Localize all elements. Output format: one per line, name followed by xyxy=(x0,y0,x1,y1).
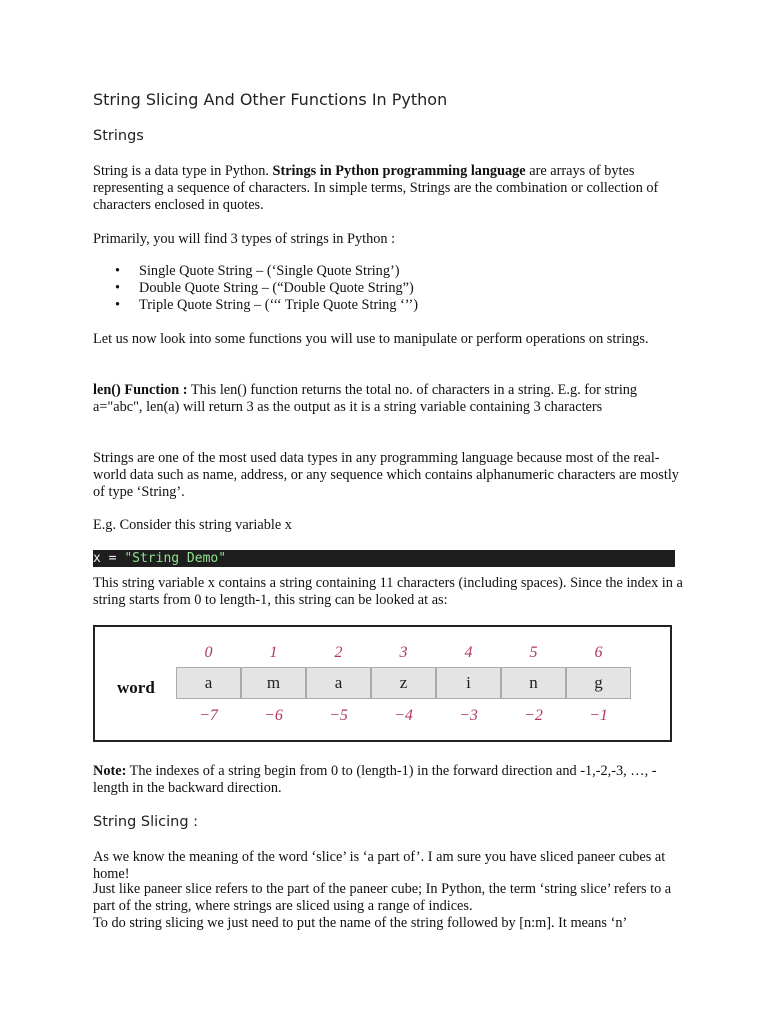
section-heading-strings: Strings xyxy=(93,128,144,144)
paragraph-strings-usage: Strings are one of the most used data types in any programming language because most of the real-world data such as name, address, or any sequence which contains alphanumeric characters are mostly of type ‘String’. xyxy=(93,450,679,500)
string-index-figure xyxy=(93,625,672,742)
positive-index: 6 xyxy=(594,644,603,661)
code-prefix: x = xyxy=(93,551,125,566)
paragraph-string-definition xyxy=(93,163,683,214)
positive-index: 1 xyxy=(269,644,278,661)
negative-index: −3 xyxy=(459,707,478,724)
char-cell: a xyxy=(176,667,241,699)
figure-word-label: word xyxy=(117,678,155,697)
negative-index: −5 xyxy=(329,707,348,724)
negative-index: −2 xyxy=(524,707,543,724)
paragraph-slice-syntax: To do string slicing we just need to put the name of the string followed by [n:m]. It means ‘n’ xyxy=(93,915,628,931)
paragraph-slice-explanation: Just like paneer slice refers to the part of the paneer cube; In Python, the term ‘string slice’ refers to a part of the string, where strings are sliced using a range of indices. xyxy=(93,881,672,914)
text-span: String is a data type in Python. xyxy=(93,163,273,179)
bold-span: Strings in Python programming language xyxy=(272,163,526,179)
bold-span: len() Function : xyxy=(93,382,188,398)
positive-index: 3 xyxy=(399,644,408,661)
paragraph-example-intro: E.g. Consider this string variable x xyxy=(93,517,292,533)
positive-index: 2 xyxy=(334,644,343,661)
section-heading-string-slicing: String Slicing : xyxy=(93,814,199,830)
code-string-literal: "String Demo" xyxy=(124,551,227,566)
positive-index: 0 xyxy=(204,644,213,661)
char-cell: m xyxy=(241,667,306,699)
text-span: The indexes of a string begin from 0 to (length-1) in the forward direction and -1,-2,-3, …, -length in the backward direction. xyxy=(93,763,657,796)
text-span: are arrays of bytes representing a sequence of characters. In simple terms, Strings are the combination or collection of characters enclosed in quotes. xyxy=(93,163,659,213)
char-cell: z xyxy=(371,667,436,699)
char-cell: a xyxy=(306,667,371,699)
paragraph-index-explanation: This string variable x contains a string containing 11 characters (including spaces). Since the index in a string starts from 0 to length-1, this string can be looked at as: xyxy=(93,575,683,608)
negative-index: −6 xyxy=(264,707,283,724)
positive-index: 4 xyxy=(464,644,473,661)
paragraph-len-function xyxy=(93,382,683,416)
paragraph-functions-intro: Let us now look into some functions you will use to manipulate or perform operations on strings. xyxy=(93,331,649,347)
char-cell: g xyxy=(566,667,631,699)
list-item: • Double Quote String – (“Double Quote String”) xyxy=(93,280,418,297)
text-span: This len() function returns the total no. of characters in a string. E.g. for string a="abc", len(a) will return 3 as the output as it is a string variable containing 3 characters xyxy=(93,382,638,415)
paragraph-string-types-intro: Primarily, you will find 3 types of strings in Python : xyxy=(93,231,396,247)
negative-index: −7 xyxy=(199,707,218,724)
list-item: • Single Quote String – (‘Single Quote String’) xyxy=(93,263,418,280)
list-item: • Triple Quote String – (‘‘‘ Triple Quote String ‘’’) xyxy=(93,297,418,314)
page-title: String Slicing And Other Functions In Python xyxy=(93,90,448,109)
negative-index: −1 xyxy=(589,707,608,724)
code-block xyxy=(93,550,675,567)
char-cell: n xyxy=(501,667,566,699)
paragraph-note xyxy=(93,763,683,797)
char-cell: i xyxy=(436,667,501,699)
string-types-list xyxy=(93,263,418,314)
paragraph-slice-meaning: As we know the meaning of the word ‘slice’ is ‘a part of’. I am sure you have sliced paneer cubes at home! xyxy=(93,849,666,882)
bold-span: Note: xyxy=(93,763,127,779)
negative-index: −4 xyxy=(394,707,413,724)
positive-index: 5 xyxy=(529,644,538,661)
